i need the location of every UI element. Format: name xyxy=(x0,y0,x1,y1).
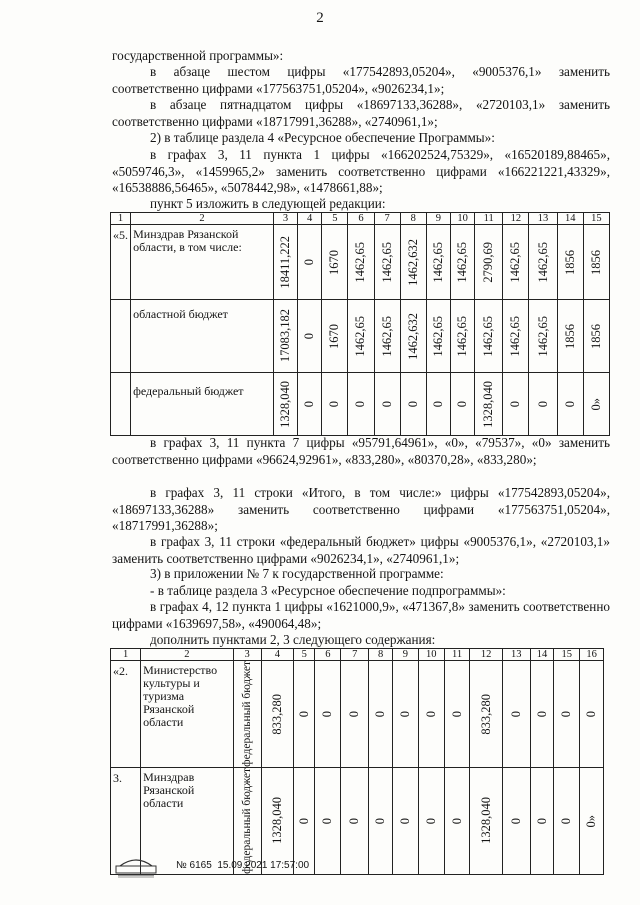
paragraph: - в таблице раздела 3 «Ресурсное обеспечение подпрограммы»: xyxy=(150,583,506,598)
value-wrap xyxy=(348,225,373,299)
value-wrap xyxy=(315,661,340,767)
value-cell xyxy=(426,373,450,436)
value-wrap xyxy=(348,373,373,435)
value-cell xyxy=(444,767,470,874)
value-cell xyxy=(341,661,369,768)
header-cell: 6 xyxy=(315,649,341,661)
source-text: федеральный бюджет xyxy=(241,661,254,767)
header-cell: 4 xyxy=(298,213,322,225)
value-wrap xyxy=(554,661,579,767)
value-text: 0 xyxy=(559,710,574,718)
value-text: 833,280 xyxy=(478,693,493,735)
value-text: 0 xyxy=(302,258,317,266)
value-text: 1462,65 xyxy=(535,241,550,283)
value-text: 0 xyxy=(347,817,362,824)
value-cell xyxy=(451,300,475,373)
value-wrap xyxy=(419,768,444,874)
value-text: 0 xyxy=(449,710,464,718)
value-wrap xyxy=(274,373,297,435)
value-cell xyxy=(293,661,315,768)
header-cell: 4 xyxy=(261,649,293,661)
value-wrap xyxy=(503,373,528,435)
value-wrap xyxy=(445,768,470,874)
value-text: 1462,65 xyxy=(379,241,394,283)
value-text: 17083,182 xyxy=(278,309,293,363)
table-row xyxy=(111,661,604,768)
value-text: 0 xyxy=(379,400,394,408)
paragraph: в графах 4, 12 пункта 1 цифры «1621000,9», «471367,8» заменить соответственно цифрами «1639697,58», «490064,48»; xyxy=(112,599,610,631)
value-wrap xyxy=(580,661,603,767)
table-row xyxy=(111,300,610,373)
value-wrap xyxy=(322,225,347,299)
paragraph: государственной программы»: xyxy=(112,48,284,63)
header-cell: 9 xyxy=(426,213,450,225)
value-cell xyxy=(580,767,604,874)
header-cell: 15 xyxy=(554,649,580,661)
value-text: 0 xyxy=(508,400,523,408)
value-text: 1462,65 xyxy=(508,241,523,283)
value-text: 1462,632 xyxy=(405,238,420,286)
value-text: 0 xyxy=(584,710,599,718)
value-cell xyxy=(261,767,293,874)
value-wrap xyxy=(369,768,392,874)
table-row xyxy=(111,767,604,874)
value-cell xyxy=(322,373,348,436)
value-wrap xyxy=(580,768,603,874)
value-text: 2790,69 xyxy=(481,241,496,283)
value-wrap xyxy=(558,225,583,299)
value-wrap xyxy=(470,768,501,874)
value-cell xyxy=(418,661,444,768)
header-cell: 10 xyxy=(451,213,475,225)
value-cell xyxy=(475,225,503,300)
value-text: 0 xyxy=(353,400,368,408)
header-cell: 14 xyxy=(557,213,583,225)
value-cell xyxy=(557,225,583,300)
value-cell xyxy=(502,661,530,768)
value-cell xyxy=(322,225,348,300)
value-cell xyxy=(451,225,475,300)
value-cell xyxy=(502,767,530,874)
value-text: 1462,65 xyxy=(430,315,445,357)
value-cell xyxy=(451,373,475,436)
row-number xyxy=(111,373,131,436)
value-cell xyxy=(554,767,580,874)
value-text: 0 xyxy=(302,332,317,340)
value-wrap xyxy=(298,373,321,435)
value-cell xyxy=(298,373,322,436)
header-cell: 13 xyxy=(502,649,530,661)
value-wrap xyxy=(584,300,609,372)
header-cell: 1 xyxy=(111,213,131,225)
footer-stamp xyxy=(176,860,309,871)
value-cell xyxy=(557,373,583,436)
value-text: 1328,040 xyxy=(481,380,496,428)
header-cell: 8 xyxy=(369,649,393,661)
header-cell: 2 xyxy=(131,213,274,225)
row-number: «5. xyxy=(111,225,131,300)
value-cell xyxy=(529,225,557,300)
header-cell: 12 xyxy=(503,213,529,225)
value-text: 0 xyxy=(397,817,412,824)
value-cell xyxy=(374,373,400,436)
value-text: 0 xyxy=(373,710,388,718)
value-wrap xyxy=(393,661,418,767)
paragraph: 2) в таблице раздела 4 «Ресурсное обеспечение Программы»: xyxy=(150,130,495,145)
header-cell: 6 xyxy=(348,213,374,225)
stamp-logo xyxy=(112,852,160,878)
value-cell xyxy=(374,300,400,373)
page-number: 2 xyxy=(316,10,324,26)
value-cell xyxy=(369,661,393,768)
value-cell xyxy=(293,767,315,874)
value-wrap xyxy=(322,300,347,372)
row-number: 3. xyxy=(111,767,141,874)
value-wrap xyxy=(341,661,368,767)
value-wrap xyxy=(445,661,470,767)
value-text: 0 xyxy=(296,710,311,718)
value-wrap xyxy=(503,300,528,372)
header-cell: 2 xyxy=(141,649,234,661)
value-wrap xyxy=(475,373,502,435)
value-text: 0» xyxy=(584,814,599,828)
value-wrap xyxy=(451,225,474,299)
value-wrap xyxy=(322,373,347,435)
value-cell xyxy=(530,661,554,768)
value-wrap xyxy=(401,300,426,372)
paragraph: 3) в приложении № 7 к государственной программе: xyxy=(150,566,444,581)
value-wrap xyxy=(375,300,400,372)
value-text: 0 xyxy=(534,817,549,824)
value-wrap xyxy=(298,300,321,372)
value-text: 0 xyxy=(534,710,549,718)
value-wrap xyxy=(262,661,293,767)
value-wrap xyxy=(503,225,528,299)
header-cell: 15 xyxy=(583,213,609,225)
value-cell xyxy=(470,767,502,874)
header-cell: 16 xyxy=(580,649,604,661)
value-wrap xyxy=(401,373,426,435)
value-text: 833,280 xyxy=(269,693,284,735)
value-wrap xyxy=(529,225,556,299)
value-cell xyxy=(298,225,322,300)
row-number xyxy=(111,300,131,373)
value-text: 0 xyxy=(508,710,523,718)
value-wrap xyxy=(475,300,502,372)
value-wrap xyxy=(401,225,426,299)
value-cell xyxy=(426,225,450,300)
value-wrap xyxy=(503,768,530,874)
value-text: 1856 xyxy=(562,323,577,349)
value-text: 1462,632 xyxy=(405,312,420,360)
value-cell xyxy=(503,373,529,436)
value-text: 0 xyxy=(327,400,342,408)
value-text: 1462,65 xyxy=(508,315,523,357)
table-header-row xyxy=(111,213,610,225)
value-cell xyxy=(298,300,322,373)
value-cell xyxy=(583,373,609,436)
value-wrap xyxy=(503,661,530,767)
header-cell: 5 xyxy=(293,649,315,661)
value-cell xyxy=(503,225,529,300)
value-cell xyxy=(369,767,393,874)
value-text: 0 xyxy=(302,400,317,408)
value-text: 0 xyxy=(373,817,388,824)
value-text: 1462,65 xyxy=(379,315,394,357)
value-text: 0 xyxy=(508,817,523,824)
row-number: «2. xyxy=(111,661,141,768)
row-name: Минздрав Рязанской области, в том числе: xyxy=(131,225,274,300)
source-wrap xyxy=(234,768,261,874)
value-cell xyxy=(273,225,297,300)
value-wrap xyxy=(348,300,373,372)
table-header-row xyxy=(111,649,604,661)
value-cell xyxy=(418,767,444,874)
value-wrap xyxy=(393,768,418,874)
value-wrap xyxy=(554,768,579,874)
value-wrap xyxy=(529,373,556,435)
value-text: 1462,65 xyxy=(353,315,368,357)
value-wrap xyxy=(475,225,502,299)
value-text: 1670 xyxy=(327,249,342,275)
value-text: 1462,65 xyxy=(353,241,368,283)
value-wrap xyxy=(262,768,293,874)
value-cell xyxy=(470,661,502,768)
header-cell: 14 xyxy=(530,649,554,661)
value-wrap xyxy=(470,661,501,767)
value-text: 0 xyxy=(296,817,311,824)
value-wrap xyxy=(375,225,400,299)
doc-number: № 6165 xyxy=(176,860,212,871)
value-cell xyxy=(348,373,374,436)
value-wrap xyxy=(584,373,609,435)
value-wrap xyxy=(315,768,340,874)
header-cell: 3 xyxy=(233,649,261,661)
value-text: 0 xyxy=(535,400,550,408)
value-text: 1856 xyxy=(562,249,577,275)
source-text: федеральный бюджет xyxy=(241,767,254,874)
value-cell xyxy=(392,661,418,768)
value-cell xyxy=(261,661,293,768)
header-cell: 12 xyxy=(470,649,502,661)
value-text: 0 xyxy=(455,400,470,408)
value-text: 1462,65 xyxy=(455,241,470,283)
value-wrap xyxy=(531,661,554,767)
resource-table-program xyxy=(110,212,610,436)
value-text: 1328,040 xyxy=(478,797,493,845)
value-text: 0 xyxy=(405,400,420,408)
value-cell xyxy=(583,300,609,373)
paragraph: в графах 3, 11 пункта 1 цифры «166202524,75329», «16520189,88465», «5059746,3», «1459965,2» заменить соответственно цифрами «166221221,43329», «16538886,56465», «5078442,98», «1478661,88»; xyxy=(112,147,610,195)
value-cell xyxy=(530,767,554,874)
source-wrap xyxy=(234,661,261,767)
value-cell xyxy=(426,300,450,373)
value-wrap xyxy=(294,661,315,767)
value-cell xyxy=(444,661,470,768)
value-wrap xyxy=(369,661,392,767)
value-cell xyxy=(400,373,426,436)
value-wrap xyxy=(584,225,609,299)
value-cell xyxy=(583,225,609,300)
value-text: 0 xyxy=(347,710,362,718)
header-cell: 11 xyxy=(475,213,503,225)
value-text: 0» xyxy=(588,397,603,411)
value-text: 1462,65 xyxy=(535,315,550,357)
value-text: 0 xyxy=(449,817,464,824)
row-name: Министерство культуры и туризма Рязанской области xyxy=(141,661,234,768)
value-cell xyxy=(557,300,583,373)
value-cell xyxy=(400,225,426,300)
header-cell: 5 xyxy=(322,213,348,225)
paragraph: в графах 3, 11 пункта 7 цифры «95791,64961», «0», «79537», «0» заменить соответственно цифрами «96624,92961», «833,280», «80370,28», «833,280»; xyxy=(112,435,610,467)
value-wrap xyxy=(427,373,450,435)
value-cell xyxy=(273,300,297,373)
value-text: 1462,65 xyxy=(481,315,496,357)
header-cell: 8 xyxy=(400,213,426,225)
header-cell: 10 xyxy=(418,649,444,661)
value-text: 18411,222 xyxy=(278,235,293,289)
value-text: 0 xyxy=(397,710,412,718)
value-wrap xyxy=(294,768,315,874)
table-row xyxy=(111,373,610,436)
value-cell xyxy=(273,373,297,436)
value-text: 0 xyxy=(423,817,438,824)
value-text: 0 xyxy=(559,817,574,824)
header-cell: 7 xyxy=(374,213,400,225)
value-wrap xyxy=(427,225,450,299)
funding-source xyxy=(233,661,261,768)
value-cell xyxy=(475,373,503,436)
value-text: 1462,65 xyxy=(455,315,470,357)
value-wrap xyxy=(274,300,297,372)
value-cell xyxy=(374,225,400,300)
value-cell xyxy=(529,373,557,436)
value-wrap xyxy=(341,768,368,874)
header-cell: 9 xyxy=(392,649,418,661)
header-cell: 1 xyxy=(111,649,141,661)
table-row xyxy=(111,225,610,300)
value-wrap xyxy=(419,661,444,767)
value-text: 1856 xyxy=(588,323,603,349)
value-wrap xyxy=(298,225,321,299)
value-text: 1462,65 xyxy=(430,241,445,283)
paragraph: пункт 5 изложить в следующей редакции: xyxy=(150,196,386,211)
value-cell xyxy=(341,767,369,874)
funding-source xyxy=(233,767,261,874)
resource-table-subprogram xyxy=(110,648,604,875)
value-text: 1856 xyxy=(588,249,603,275)
value-wrap xyxy=(427,300,450,372)
value-wrap xyxy=(451,373,474,435)
paragraph: в графах 3, 11 строки «федеральный бюджет» цифры «9005376,1», «2720103,1» заменить соответственно цифрами «9026234,1», «2740961,1»; xyxy=(112,534,610,566)
paragraph: в абзаце шестом цифры «177542893,05204», «9005376,1» заменить соответственно цифрами «177563751,05204», «9026234,1»; xyxy=(112,64,610,96)
value-text: 0 xyxy=(423,710,438,718)
header-cell: 7 xyxy=(341,649,369,661)
value-wrap xyxy=(558,373,583,435)
row-name: областной бюджет xyxy=(131,300,274,373)
row-name: федеральный бюджет xyxy=(131,373,274,436)
value-cell xyxy=(392,767,418,874)
value-wrap xyxy=(529,300,556,372)
value-text: 0 xyxy=(430,400,445,408)
header-cell: 11 xyxy=(444,649,470,661)
paragraph: в абзаце пятнадцатом цифры «18697133,36288», «2720103,1» заменить соответственно цифрами «18717991,36288», «2740961,1»; xyxy=(112,97,610,129)
value-cell xyxy=(475,300,503,373)
value-text: 0 xyxy=(562,400,577,408)
value-cell xyxy=(400,300,426,373)
doc-datetime: 15.09.2021 17:57:00 xyxy=(217,860,310,871)
header-cell: 13 xyxy=(529,213,557,225)
value-wrap xyxy=(558,300,583,372)
value-cell xyxy=(554,661,580,768)
value-cell xyxy=(348,300,374,373)
value-text: 1328,040 xyxy=(269,797,284,845)
value-cell xyxy=(580,661,604,768)
value-cell xyxy=(348,225,374,300)
value-wrap xyxy=(531,768,554,874)
value-cell xyxy=(315,661,341,768)
paragraph: дополнить пунктами 2, 3 следующего содержания: xyxy=(150,632,436,647)
value-text: 0 xyxy=(320,710,335,718)
value-text: 0 xyxy=(320,817,335,824)
row-name: Минздрав Рязанской области xyxy=(141,767,234,874)
value-cell xyxy=(322,300,348,373)
value-wrap xyxy=(451,300,474,372)
paragraph: в графах 3, 11 строки «Итого, в том числе:» цифры «177542893,05204», «18697133,36288» заменить соответственно цифрами «177563751,05204», «18717991,36288»; xyxy=(112,485,610,533)
value-cell xyxy=(315,767,341,874)
value-cell xyxy=(529,300,557,373)
value-wrap xyxy=(274,225,297,299)
value-cell xyxy=(503,300,529,373)
header-cell: 3 xyxy=(273,213,297,225)
value-wrap xyxy=(375,373,400,435)
value-text: 1328,040 xyxy=(278,380,293,428)
value-text: 1670 xyxy=(327,323,342,349)
